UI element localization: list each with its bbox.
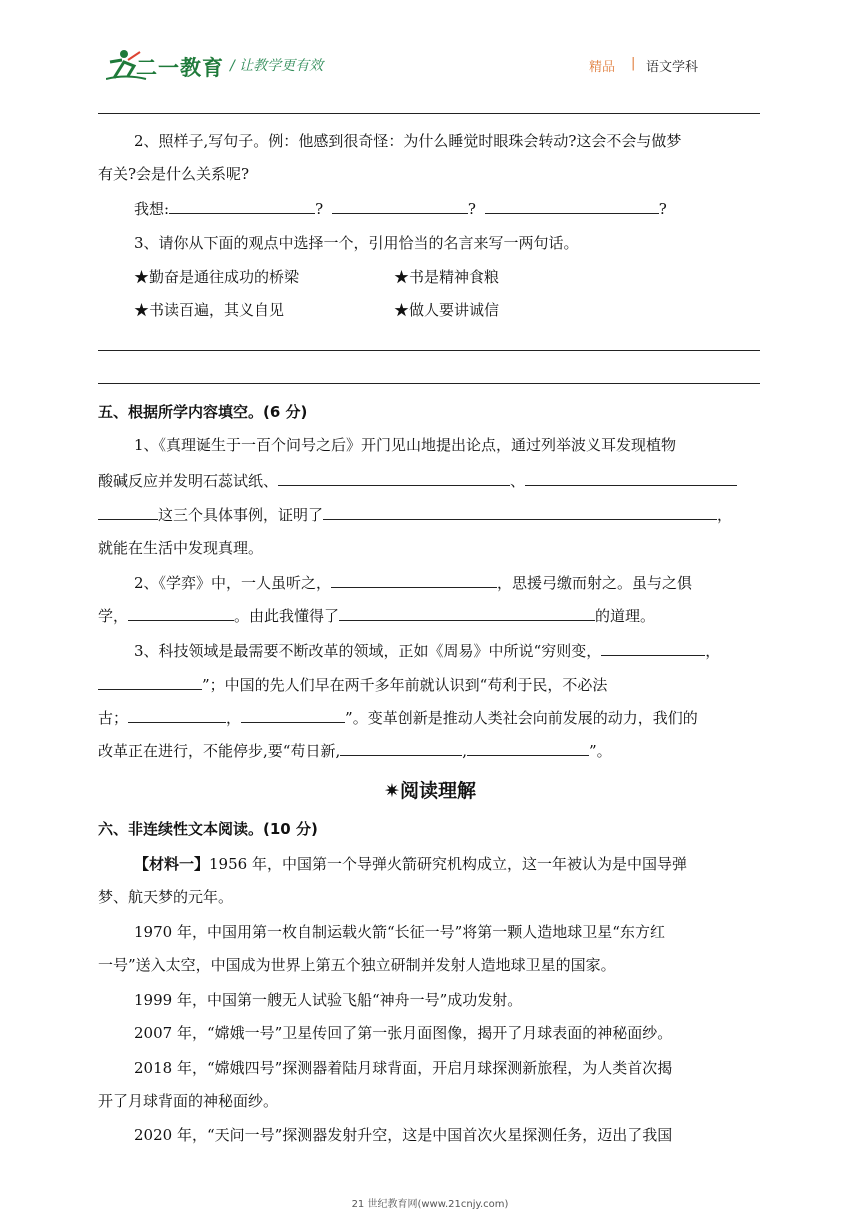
answer-line <box>98 113 760 114</box>
s5-p1-line1: 1、《真理诞生于一百个问号之后》开门见山地提出论点，通过列举波义耳发现植物 <box>134 436 677 454</box>
s5-p1-text: ， <box>717 506 733 524</box>
s5-p1-line3 <box>98 504 732 525</box>
answer-blank[interactable] <box>332 198 468 214</box>
q3-option-4: ★做人要讲诚信 <box>394 301 500 319</box>
material-label: 【材料一】 <box>134 855 210 873</box>
s5-p3-text: ”。 <box>589 742 612 760</box>
s5-p3-text: , <box>462 742 467 760</box>
reading-heading: ✷阅读理解 <box>384 780 476 802</box>
m1-text: 1956 年，中国第一个导弹火箭研究机构成立，这一年被认为是中国导弹 <box>209 855 687 873</box>
s5-p1-line4: 就能在生活中发现真理。 <box>98 539 264 557</box>
section5-title: 五、根据所学内容填空。(6 分) <box>98 403 308 421</box>
m1-line2: 梦、航天梦的元年。 <box>98 888 234 906</box>
answer-blank[interactable] <box>323 504 717 520</box>
s5-p3-text: 3、科技领域是最需要不断改革的领域，正如《周易》中所说“穷则变， <box>134 642 602 660</box>
answer-blank[interactable] <box>241 707 345 723</box>
p1970-line1: 1970 年，中国用第一枚自制运载火箭“长征一号”将第一颗人造地球卫星“东方红 <box>134 923 665 941</box>
p1970-line2: 一号”送入太空，中国成为世界上第五个独立研制并发射人造地球卫星的国家。 <box>98 956 616 974</box>
answer-blank[interactable] <box>128 707 226 723</box>
s5-p1-text: 、 <box>510 472 526 490</box>
s5-p3-line3 <box>98 707 698 728</box>
answer-blank[interactable] <box>98 504 158 520</box>
q2-line2: 有关?会是什么关系呢? <box>98 165 250 183</box>
footer-source: 21 世纪教育网(www.21cnjy.com) <box>351 1199 509 1210</box>
answer-blank[interactable] <box>98 674 202 690</box>
question-mark: ? <box>315 200 324 218</box>
s5-p3-text: ”。变革创新是推动人类社会向前发展的动力，我们的 <box>345 709 698 727</box>
s5-p3-text: 古； <box>98 709 129 727</box>
p2018-line1: 2018 年，“嫦娥四号”探测器着陆月球背面，开启月球探测新旅程，为人类首次揭 <box>134 1059 673 1077</box>
s5-p3-text: ， <box>705 642 721 660</box>
answer-blank[interactable] <box>485 198 659 214</box>
q3-option-1: ★勤奋是通往成功的桥梁 <box>134 268 300 286</box>
s5-p3-line1 <box>134 640 720 661</box>
answer-blank[interactable] <box>169 198 315 214</box>
s5-p3-line2 <box>98 674 607 695</box>
p2018-line2: 开了月球背面的神秘面纱。 <box>98 1092 279 1110</box>
s5-p2-text: 2、《学弈》中，一人虽听之， <box>134 574 332 592</box>
answer-blank[interactable] <box>331 572 497 588</box>
badge-separator: | <box>631 56 636 71</box>
s5-p3-line4 <box>98 740 612 761</box>
slogan: / 让教学更有效 <box>230 58 324 74</box>
p1999: 1999 年，中国第一艘无人试验飞船“神舟一号”成功发射。 <box>134 991 523 1009</box>
section6-title: 六、非连续性文本阅读。(10 分) <box>98 820 318 838</box>
logo-text: 二一教育 <box>136 56 224 80</box>
question-mark: ? <box>467 200 476 218</box>
answer-blank[interactable] <box>601 640 705 656</box>
s5-p2-text: ，思援弓缴而射之。虽与之俱 <box>497 574 693 592</box>
q2-line1: 2、照样子,写句子。例：他感到很奇怪：为什么睡觉时眼珠会转动?这会不会与做梦 <box>134 132 682 150</box>
p2007: 2007 年，“嫦娥一号”卫星传回了第一张月面图像，揭开了月球表面的神秘面纱。 <box>134 1024 673 1042</box>
answer-blank[interactable] <box>525 470 737 486</box>
s5-p2-text: 的道理。 <box>595 607 656 625</box>
quality-badge: 精品 <box>589 60 616 75</box>
answer-blank[interactable] <box>278 470 510 486</box>
s5-p3-text: ”；中国的先人们早在两千多年前就认识到“苟利于民，不必法 <box>202 676 608 694</box>
s5-p3-text: 改革正在进行，不能停步,要“苟日新, <box>98 742 341 760</box>
subject-label: 语文学科 <box>646 60 699 75</box>
answer-blank[interactable] <box>339 605 595 621</box>
m1-line1 <box>134 854 687 874</box>
answer-line <box>98 383 760 384</box>
q3-option-2: ★书是精神食粮 <box>394 268 500 286</box>
s5-p1-text: 这三个具体事例，证明了 <box>158 506 324 524</box>
s5-p3-text: ， <box>226 709 242 727</box>
q2-prompt: 我想: <box>134 200 170 218</box>
q3-text: 3、请你从下面的观点中选择一个，引用恰当的名言来写一两句话。 <box>134 234 579 252</box>
s5-p1-text: 酸碱反应并发明石蕊试纸、 <box>98 472 279 490</box>
question-mark: ? <box>658 200 667 218</box>
answer-blank[interactable] <box>340 740 462 756</box>
p2020: 2020 年，“天问一号”探测器发射升空，这是中国首次火星探测任务，迈出了我国 <box>134 1126 673 1144</box>
s5-p2-text: 。由此我懂得了 <box>234 607 340 625</box>
s5-p1-line2 <box>98 470 737 491</box>
s5-p2-text: 学， <box>98 607 129 625</box>
answer-blank[interactable] <box>467 740 589 756</box>
q2-answer-row <box>134 198 667 219</box>
answer-line <box>98 350 760 351</box>
s5-p2-line2 <box>98 605 655 626</box>
answer-blank[interactable] <box>128 605 234 621</box>
q3-option-3: ★书读百遍，其义自见 <box>134 301 285 319</box>
s5-p2-line1 <box>134 572 692 593</box>
